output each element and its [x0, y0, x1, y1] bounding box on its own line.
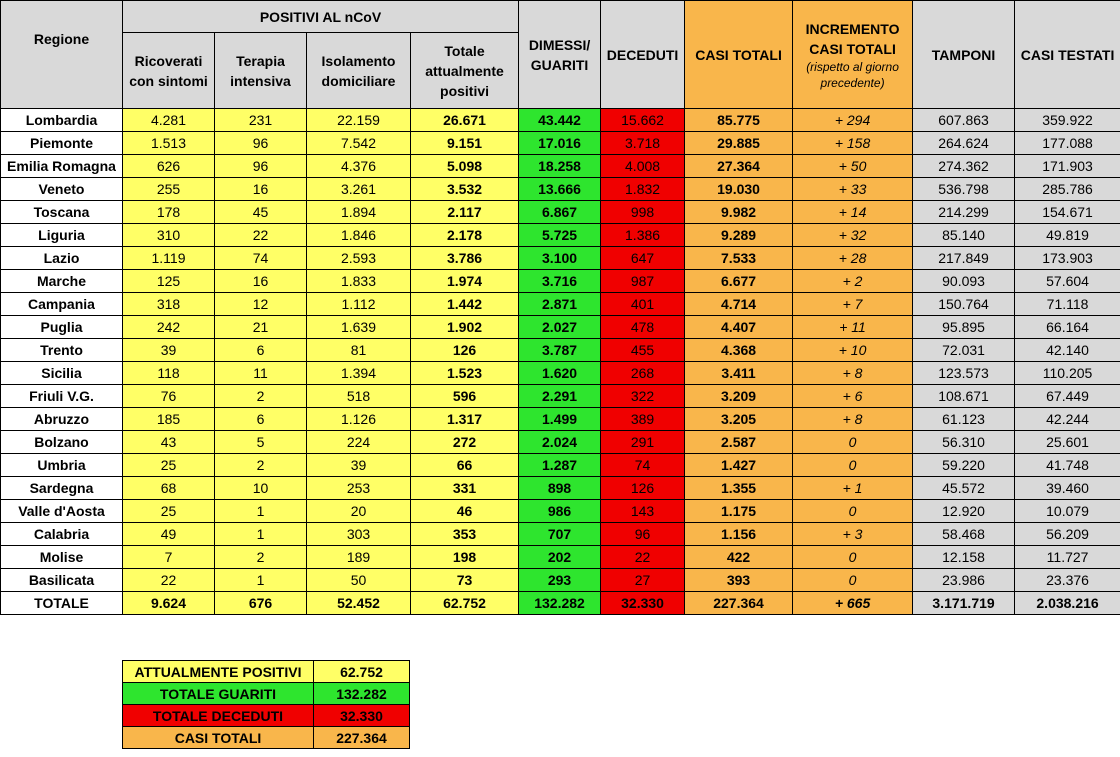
cell-ricoverati: 7 [123, 546, 215, 569]
cell-tamponi: 264.624 [913, 132, 1015, 155]
cell-dimessi: 2.871 [519, 293, 601, 316]
cell-casi-testati: 57.604 [1015, 270, 1120, 293]
cell-tamponi: 274.362 [913, 155, 1015, 178]
cell-tamponi: 150.764 [913, 293, 1015, 316]
cell-region-name: Marche [1, 270, 123, 293]
cell-deceduti: 647 [601, 247, 685, 270]
cell-totale-positivi: 3.786 [411, 247, 519, 270]
cell-dimessi: 1.620 [519, 362, 601, 385]
summary-label: TOTALE DECEDUTI [123, 705, 314, 727]
cell-terapia: 2 [215, 385, 307, 408]
cell-isolamento: 39 [307, 454, 411, 477]
cell-terapia: 231 [215, 109, 307, 132]
cell-terapia: 11 [215, 362, 307, 385]
cell-tamponi: 12.920 [913, 500, 1015, 523]
total-terapia: 676 [215, 592, 307, 615]
cell-incremento: + 14 [793, 201, 913, 224]
cell-isolamento: 1.639 [307, 316, 411, 339]
total-deceduti: 32.330 [601, 592, 685, 615]
cell-tamponi: 607.863 [913, 109, 1015, 132]
cell-terapia: 12 [215, 293, 307, 316]
cell-tamponi: 217.849 [913, 247, 1015, 270]
cell-tamponi: 56.310 [913, 431, 1015, 454]
cell-terapia: 2 [215, 546, 307, 569]
cell-region-name: Sardegna [1, 477, 123, 500]
total-totale-positivi: 62.752 [411, 592, 519, 615]
cell-totale-positivi: 2.178 [411, 224, 519, 247]
cell-deceduti: 126 [601, 477, 685, 500]
cell-region-name: Puglia [1, 316, 123, 339]
cell-dimessi: 17.016 [519, 132, 601, 155]
table-row [1, 546, 1120, 569]
cell-terapia: 21 [215, 316, 307, 339]
total-tamponi: 3.171.719 [913, 592, 1015, 615]
cell-incremento: 0 [793, 431, 913, 454]
header-incremento [793, 1, 913, 109]
cell-deceduti: 15.662 [601, 109, 685, 132]
cell-casi-testati: 67.449 [1015, 385, 1120, 408]
cell-tamponi: 12.158 [913, 546, 1015, 569]
cell-casi-testati: 71.118 [1015, 293, 1120, 316]
cell-isolamento: 1.394 [307, 362, 411, 385]
cell-deceduti: 291 [601, 431, 685, 454]
cell-totale-positivi: 46 [411, 500, 519, 523]
cell-deceduti: 96 [601, 523, 685, 546]
cell-terapia: 1 [215, 500, 307, 523]
table-row [1, 132, 1120, 155]
cell-totale-positivi: 3.532 [411, 178, 519, 201]
cell-deceduti: 322 [601, 385, 685, 408]
cell-region-name: Friuli V.G. [1, 385, 123, 408]
cell-casi-totali: 4.407 [685, 316, 793, 339]
cell-totale-positivi: 1.523 [411, 362, 519, 385]
cell-ricoverati: 1.513 [123, 132, 215, 155]
cell-deceduti: 74 [601, 454, 685, 477]
cell-tamponi: 108.671 [913, 385, 1015, 408]
cell-tamponi: 59.220 [913, 454, 1015, 477]
cell-ricoverati: 68 [123, 477, 215, 500]
cell-casi-totali: 19.030 [685, 178, 793, 201]
cell-casi-testati: 25.601 [1015, 431, 1120, 454]
cell-terapia: 45 [215, 201, 307, 224]
cell-casi-totali: 29.885 [685, 132, 793, 155]
cell-dimessi: 2.291 [519, 385, 601, 408]
header-incremento-note: (rispetto al giorno precedente) [806, 59, 899, 90]
cell-region-name: Molise [1, 546, 123, 569]
table-row [1, 362, 1120, 385]
cell-terapia: 16 [215, 178, 307, 201]
total-incremento: + 665 [793, 592, 913, 615]
cell-deceduti: 268 [601, 362, 685, 385]
cell-casi-totali: 1.427 [685, 454, 793, 477]
cell-terapia: 74 [215, 247, 307, 270]
cell-totale-positivi: 353 [411, 523, 519, 546]
header-casi-testati: CASI TESTATI [1015, 1, 1120, 109]
cell-tamponi: 72.031 [913, 339, 1015, 362]
cell-totale-positivi: 2.117 [411, 201, 519, 224]
cell-dimessi: 13.666 [519, 178, 601, 201]
cell-region-name: Emilia Romagna [1, 155, 123, 178]
cell-incremento: + 3 [793, 523, 913, 546]
total-dimessi: 132.282 [519, 592, 601, 615]
cell-tamponi: 61.123 [913, 408, 1015, 431]
table-row [1, 155, 1120, 178]
table-row [1, 316, 1120, 339]
cell-casi-totali: 27.364 [685, 155, 793, 178]
cell-casi-totali: 1.355 [685, 477, 793, 500]
cell-tamponi: 23.986 [913, 569, 1015, 592]
cell-region-name: Lazio [1, 247, 123, 270]
cell-incremento: + 28 [793, 247, 913, 270]
cell-isolamento: 189 [307, 546, 411, 569]
cell-incremento: 0 [793, 500, 913, 523]
table-row [1, 408, 1120, 431]
cell-totale-positivi: 73 [411, 569, 519, 592]
cell-isolamento: 7.542 [307, 132, 411, 155]
table-row [1, 224, 1120, 247]
cell-dimessi: 293 [519, 569, 601, 592]
header-terapia: Terapia intensiva [215, 33, 307, 109]
table-row [1, 523, 1120, 546]
total-region-name: TOTALE [1, 592, 123, 615]
cell-casi-testati: 154.671 [1015, 201, 1120, 224]
cell-tamponi: 58.468 [913, 523, 1015, 546]
header-casi-totali: CASI TOTALI [685, 1, 793, 109]
cell-casi-testati: 42.244 [1015, 408, 1120, 431]
cell-incremento: + 6 [793, 385, 913, 408]
cell-ricoverati: 25 [123, 500, 215, 523]
cell-casi-totali: 85.775 [685, 109, 793, 132]
cell-casi-testati: 10.079 [1015, 500, 1120, 523]
total-row [1, 592, 1120, 615]
cell-totale-positivi: 26.671 [411, 109, 519, 132]
cell-ricoverati: 255 [123, 178, 215, 201]
cell-isolamento: 1.126 [307, 408, 411, 431]
cell-dimessi: 3.787 [519, 339, 601, 362]
cell-casi-totali: 422 [685, 546, 793, 569]
cell-isolamento: 2.593 [307, 247, 411, 270]
summary-row [123, 661, 410, 683]
cell-ricoverati: 626 [123, 155, 215, 178]
cell-totale-positivi: 9.151 [411, 132, 519, 155]
summary-label: TOTALE GUARITI [123, 683, 314, 705]
table-row [1, 454, 1120, 477]
cell-isolamento: 518 [307, 385, 411, 408]
cell-terapia: 96 [215, 132, 307, 155]
cell-region-name: Bolzano [1, 431, 123, 454]
cell-dimessi: 2.027 [519, 316, 601, 339]
cell-totale-positivi: 126 [411, 339, 519, 362]
cell-ricoverati: 1.119 [123, 247, 215, 270]
cell-deceduti: 1.832 [601, 178, 685, 201]
summary-label: CASI TOTALI [123, 727, 314, 749]
header-deceduti: DECEDUTI [601, 1, 685, 109]
cell-isolamento: 22.159 [307, 109, 411, 132]
cell-deceduti: 4.008 [601, 155, 685, 178]
cell-deceduti: 478 [601, 316, 685, 339]
cell-casi-totali: 393 [685, 569, 793, 592]
cell-dimessi: 2.024 [519, 431, 601, 454]
summary-value: 62.752 [314, 661, 410, 683]
cell-incremento: 0 [793, 454, 913, 477]
cell-casi-totali: 9.982 [685, 201, 793, 224]
total-isolamento: 52.452 [307, 592, 411, 615]
cell-casi-testati: 171.903 [1015, 155, 1120, 178]
cell-casi-totali: 3.205 [685, 408, 793, 431]
cell-ricoverati: 125 [123, 270, 215, 293]
cell-incremento: + 158 [793, 132, 913, 155]
cell-isolamento: 81 [307, 339, 411, 362]
cell-terapia: 5 [215, 431, 307, 454]
cell-terapia: 1 [215, 569, 307, 592]
cell-casi-testati: 173.903 [1015, 247, 1120, 270]
cell-region-name: Lombardia [1, 109, 123, 132]
cell-dimessi: 202 [519, 546, 601, 569]
cell-region-name: Liguria [1, 224, 123, 247]
cell-deceduti: 3.718 [601, 132, 685, 155]
cell-ricoverati: 118 [123, 362, 215, 385]
cell-ricoverati: 43 [123, 431, 215, 454]
cell-ricoverati: 22 [123, 569, 215, 592]
cell-region-name: Veneto [1, 178, 123, 201]
table-row [1, 178, 1120, 201]
cell-tamponi: 85.140 [913, 224, 1015, 247]
cell-isolamento: 4.376 [307, 155, 411, 178]
cell-casi-totali: 6.677 [685, 270, 793, 293]
cell-totale-positivi: 331 [411, 477, 519, 500]
table-row [1, 500, 1120, 523]
cell-deceduti: 22 [601, 546, 685, 569]
cell-dimessi: 18.258 [519, 155, 601, 178]
cell-region-name: Abruzzo [1, 408, 123, 431]
cell-totale-positivi: 198 [411, 546, 519, 569]
header-tamponi: TAMPONI [913, 1, 1015, 109]
cell-tamponi: 536.798 [913, 178, 1015, 201]
table-row [1, 201, 1120, 224]
cell-ricoverati: 310 [123, 224, 215, 247]
cell-casi-totali: 2.587 [685, 431, 793, 454]
cell-dimessi: 707 [519, 523, 601, 546]
total-ricoverati: 9.624 [123, 592, 215, 615]
cell-region-name: Umbria [1, 454, 123, 477]
cell-isolamento: 50 [307, 569, 411, 592]
cell-terapia: 1 [215, 523, 307, 546]
cell-ricoverati: 4.281 [123, 109, 215, 132]
cell-ricoverati: 242 [123, 316, 215, 339]
cell-terapia: 96 [215, 155, 307, 178]
cell-ricoverati: 178 [123, 201, 215, 224]
cell-casi-testati: 49.819 [1015, 224, 1120, 247]
cell-deceduti: 1.386 [601, 224, 685, 247]
cell-deceduti: 987 [601, 270, 685, 293]
cell-isolamento: 224 [307, 431, 411, 454]
cell-dimessi: 1.499 [519, 408, 601, 431]
cell-incremento: + 8 [793, 408, 913, 431]
cell-terapia: 10 [215, 477, 307, 500]
cell-casi-testati: 41.748 [1015, 454, 1120, 477]
cell-casi-testati: 11.727 [1015, 546, 1120, 569]
cell-casi-testati: 66.164 [1015, 316, 1120, 339]
cell-terapia: 22 [215, 224, 307, 247]
cell-casi-testati: 39.460 [1015, 477, 1120, 500]
cell-region-name: Campania [1, 293, 123, 316]
cell-casi-totali: 1.175 [685, 500, 793, 523]
table-row [1, 109, 1120, 132]
cell-incremento: + 10 [793, 339, 913, 362]
cell-terapia: 2 [215, 454, 307, 477]
cell-dimessi: 3.716 [519, 270, 601, 293]
cell-region-name: Valle d'Aosta [1, 500, 123, 523]
cell-ricoverati: 185 [123, 408, 215, 431]
table-row [1, 477, 1120, 500]
cell-deceduti: 143 [601, 500, 685, 523]
cell-incremento: 0 [793, 546, 913, 569]
cell-totale-positivi: 66 [411, 454, 519, 477]
cell-casi-testati: 23.376 [1015, 569, 1120, 592]
cell-tamponi: 45.572 [913, 477, 1015, 500]
cell-totale-positivi: 1.974 [411, 270, 519, 293]
cell-isolamento: 1.894 [307, 201, 411, 224]
cell-isolamento: 253 [307, 477, 411, 500]
cell-totale-positivi: 596 [411, 385, 519, 408]
cell-deceduti: 401 [601, 293, 685, 316]
cell-terapia: 16 [215, 270, 307, 293]
header-ricoverati: Ricoverati con sintomi [123, 33, 215, 109]
cell-region-name: Trento [1, 339, 123, 362]
cell-incremento: + 50 [793, 155, 913, 178]
header-isolamento: Isolamento domiciliare [307, 33, 411, 109]
header-dimessi: DIMESSI/ GUARITI [519, 1, 601, 109]
cell-isolamento: 303 [307, 523, 411, 546]
cell-incremento: + 11 [793, 316, 913, 339]
summary-table [122, 660, 410, 749]
cell-dimessi: 6.867 [519, 201, 601, 224]
cell-casi-totali: 3.411 [685, 362, 793, 385]
summary-row [123, 683, 410, 705]
header-region: Regione [1, 1, 123, 109]
cell-dimessi: 898 [519, 477, 601, 500]
cell-ricoverati: 318 [123, 293, 215, 316]
cell-isolamento: 1.833 [307, 270, 411, 293]
cell-incremento: + 7 [793, 293, 913, 316]
table-row [1, 293, 1120, 316]
table-row [1, 569, 1120, 592]
cell-casi-testati: 42.140 [1015, 339, 1120, 362]
header-totale-positivi: Totale attualmente positivi [411, 33, 519, 109]
table-row [1, 339, 1120, 362]
cell-incremento: + 8 [793, 362, 913, 385]
cell-deceduti: 455 [601, 339, 685, 362]
cell-isolamento: 1.846 [307, 224, 411, 247]
summary-label: ATTUALMENTE POSITIVI [123, 661, 314, 683]
cell-casi-totali: 4.714 [685, 293, 793, 316]
cell-deceduti: 389 [601, 408, 685, 431]
cell-casi-testati: 359.922 [1015, 109, 1120, 132]
total-casi-testati: 2.038.216 [1015, 592, 1120, 615]
cell-deceduti: 27 [601, 569, 685, 592]
summary-value: 32.330 [314, 705, 410, 727]
cell-casi-totali: 3.209 [685, 385, 793, 408]
cell-tamponi: 95.895 [913, 316, 1015, 339]
cell-terapia: 6 [215, 339, 307, 362]
cell-terapia: 6 [215, 408, 307, 431]
cell-isolamento: 3.261 [307, 178, 411, 201]
cell-casi-testati: 110.205 [1015, 362, 1120, 385]
cell-ricoverati: 25 [123, 454, 215, 477]
table-row [1, 270, 1120, 293]
total-casi-totali: 227.364 [685, 592, 793, 615]
table-row [1, 385, 1120, 408]
cell-dimessi: 1.287 [519, 454, 601, 477]
cell-isolamento: 1.112 [307, 293, 411, 316]
cell-totale-positivi: 272 [411, 431, 519, 454]
cell-region-name: Sicilia [1, 362, 123, 385]
cell-deceduti: 998 [601, 201, 685, 224]
cell-incremento: + 32 [793, 224, 913, 247]
cell-totale-positivi: 1.442 [411, 293, 519, 316]
table-row [1, 431, 1120, 454]
cell-dimessi: 5.725 [519, 224, 601, 247]
cell-dimessi: 3.100 [519, 247, 601, 270]
table-row [1, 247, 1120, 270]
cell-ricoverati: 49 [123, 523, 215, 546]
cell-isolamento: 20 [307, 500, 411, 523]
cell-ricoverati: 76 [123, 385, 215, 408]
cell-casi-testati: 56.209 [1015, 523, 1120, 546]
header-incremento-label: INCREMENTO CASI TOTALI [805, 20, 900, 57]
cell-incremento: + 33 [793, 178, 913, 201]
cell-casi-totali: 4.368 [685, 339, 793, 362]
cell-incremento: + 2 [793, 270, 913, 293]
cell-region-name: Toscana [1, 201, 123, 224]
header-positivi-group: POSITIVI AL nCoV [123, 1, 519, 33]
cell-casi-testati: 177.088 [1015, 132, 1120, 155]
cell-casi-testati: 285.786 [1015, 178, 1120, 201]
cell-dimessi: 986 [519, 500, 601, 523]
cell-incremento: 0 [793, 569, 913, 592]
table-body [1, 109, 1120, 615]
summary-row [123, 705, 410, 727]
cell-totale-positivi: 5.098 [411, 155, 519, 178]
cell-dimessi: 43.442 [519, 109, 601, 132]
cell-tamponi: 90.093 [913, 270, 1015, 293]
cell-casi-totali: 7.533 [685, 247, 793, 270]
summary-row [123, 727, 410, 749]
cell-incremento: + 294 [793, 109, 913, 132]
cell-region-name: Basilicata [1, 569, 123, 592]
cell-tamponi: 214.299 [913, 201, 1015, 224]
summary-value: 132.282 [314, 683, 410, 705]
cell-ricoverati: 39 [123, 339, 215, 362]
cell-totale-positivi: 1.902 [411, 316, 519, 339]
cell-region-name: Piemonte [1, 132, 123, 155]
cell-casi-totali: 9.289 [685, 224, 793, 247]
cell-casi-totali: 1.156 [685, 523, 793, 546]
cell-tamponi: 123.573 [913, 362, 1015, 385]
summary-value: 227.364 [314, 727, 410, 749]
cell-region-name: Calabria [1, 523, 123, 546]
cell-incremento: + 1 [793, 477, 913, 500]
cell-totale-positivi: 1.317 [411, 408, 519, 431]
